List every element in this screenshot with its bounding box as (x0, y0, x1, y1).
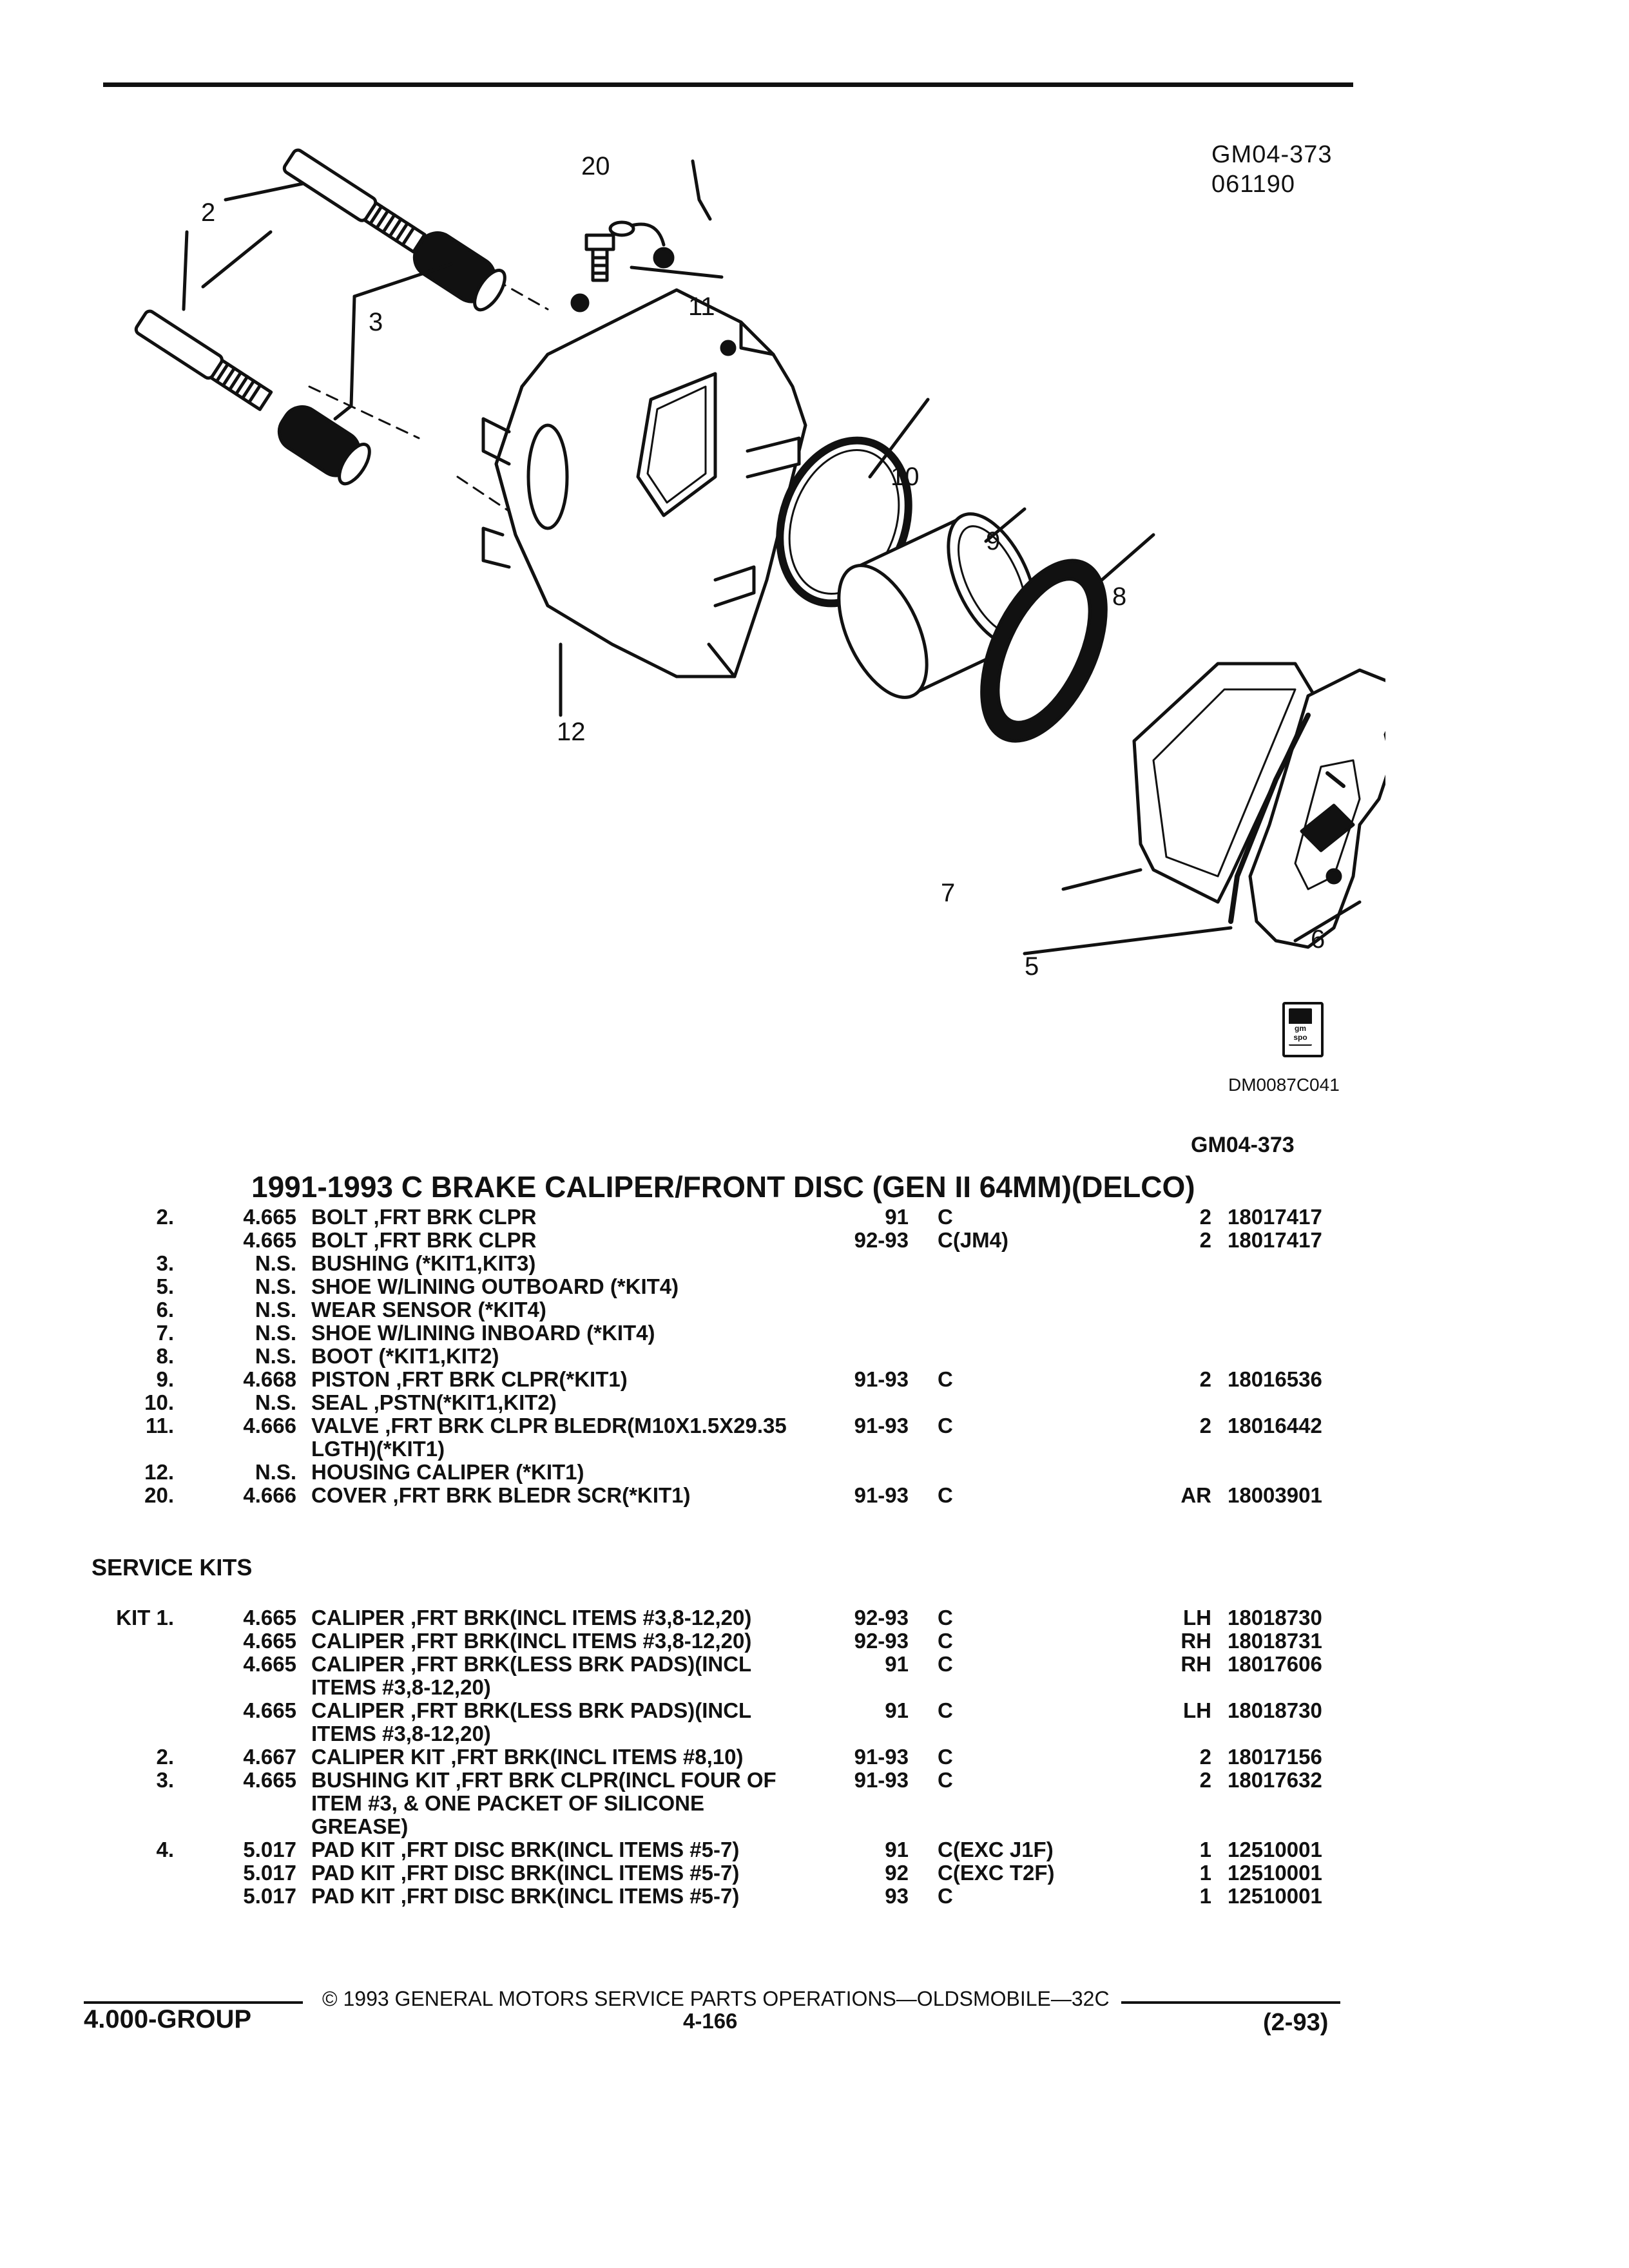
bleeder-cover (610, 222, 673, 267)
description: BUSHING KIT ,FRT BRK CLPR(INCL FOUR OF (311, 1768, 776, 1792)
part-number: 18017417 (1228, 1228, 1322, 1252)
description: WEAR SENSOR (*KIT4) (311, 1298, 546, 1321)
model-code: C (938, 1745, 953, 1769)
group-number: 5.017 (243, 1838, 296, 1861)
item-number: 10. (144, 1390, 174, 1414)
parts-row (0, 1390, 1629, 1414)
item-number: 7. (156, 1321, 174, 1345)
ref-code: GM04-373 (1211, 141, 1333, 168)
callout-8: 8 (1112, 582, 1127, 611)
description: CALIPER KIT ,FRT BRK(INCL ITEMS #8,10) (311, 1745, 744, 1769)
quantity: 2 (1199, 1367, 1211, 1391)
group-number: N.S. (255, 1390, 296, 1414)
kits-row (0, 1768, 1629, 1838)
item-number: 3. (156, 1251, 174, 1275)
group-number: 4.665 (243, 1768, 296, 1792)
model-code: C(EXC J1F) (938, 1838, 1054, 1861)
model-year: 91-93 (854, 1414, 909, 1437)
description: BOLT ,FRT BRK CLPR (311, 1228, 537, 1252)
bolt-upper (282, 148, 426, 254)
parts-row (0, 1251, 1629, 1274)
callout-20: 20 (581, 152, 610, 180)
item-number: 5. (156, 1274, 174, 1298)
model-year: 91 (885, 1838, 909, 1861)
quantity: 2 (1199, 1768, 1211, 1792)
description: CALIPER ,FRT BRK(INCL ITEMS #3,8-12,20) (311, 1606, 752, 1629)
description: BOOT (*KIT1,KIT2) (311, 1344, 499, 1368)
item-number: KIT 1. (116, 1606, 174, 1629)
exploded-caliper-diagram (97, 116, 1385, 1050)
part-number: 18017156 (1228, 1745, 1322, 1769)
callout-10: 10 (891, 463, 920, 491)
part-number: 18016442 (1228, 1414, 1322, 1437)
description: LGTH)(*KIT1) (311, 1437, 445, 1461)
description: COVER ,FRT BRK BLEDR SCR(*KIT1) (311, 1483, 691, 1507)
parts-row (0, 1298, 1629, 1321)
description: HOUSING CALIPER (*KIT1) (311, 1460, 584, 1484)
bushing-upper (407, 226, 511, 314)
group-number: N.S. (255, 1251, 296, 1275)
description: PAD KIT ,FRT DISC BRK(INCL ITEMS #5-7) (311, 1884, 740, 1908)
copyright: © 1993 GENERAL MOTORS SERVICE PARTS OPERATIONS—OLDSMOBILE—32C (322, 1987, 1110, 2010)
service-kits-heading: SERVICE KITS (92, 1554, 253, 1581)
group-number: 4.666 (243, 1483, 296, 1507)
model-code: C (938, 1698, 953, 1722)
parts-row (0, 1321, 1629, 1344)
group-number: 5.017 (243, 1861, 296, 1885)
part-number: 18017417 (1228, 1205, 1322, 1229)
kits-row (0, 1698, 1629, 1745)
parts-row (0, 1414, 1629, 1460)
model-year: 91 (885, 1698, 909, 1722)
revision: (2-93) (1263, 2009, 1329, 2036)
description: ITEMS #3,8-12,20) (311, 1675, 491, 1699)
callout-9: 9 (986, 527, 1001, 555)
quantity: 1 (1199, 1884, 1211, 1908)
page-number: 4-166 (683, 2009, 738, 2033)
model-code: C (938, 1483, 953, 1507)
item-number: 6. (156, 1298, 174, 1321)
description: GREASE) (311, 1814, 409, 1838)
model-year: 91-93 (854, 1483, 909, 1507)
description: PAD KIT ,FRT DISC BRK(INCL ITEMS #5-7) (311, 1838, 740, 1861)
caliper-housing (483, 290, 805, 677)
description: ITEMS #3,8-12,20) (311, 1722, 491, 1745)
kits-row (0, 1884, 1629, 1907)
model-code: C(EXC T2F) (938, 1861, 1055, 1885)
item-number: 20. (144, 1483, 174, 1507)
quantity: 2 (1199, 1228, 1211, 1252)
model-year: 92 (885, 1861, 909, 1885)
parts-row (0, 1344, 1629, 1367)
bushing-lower (272, 399, 376, 488)
kits-row (0, 1629, 1629, 1652)
group-number: N.S. (255, 1274, 296, 1298)
part-number: 18016536 (1228, 1367, 1322, 1391)
model-year: 91-93 (854, 1768, 909, 1792)
group-label: 4.000-GROUP (84, 2005, 252, 2033)
parts-row (0, 1228, 1629, 1251)
bleeder-valve (586, 235, 613, 280)
model-year: 91-93 (854, 1367, 909, 1391)
group-number: N.S. (255, 1321, 296, 1345)
item-number: 2. (156, 1745, 174, 1769)
description: CALIPER ,FRT BRK(LESS BRK PADS)(INCL (311, 1698, 752, 1722)
callout-12: 12 (557, 718, 586, 746)
group-number: 4.665 (243, 1228, 296, 1252)
description: PISTON ,FRT BRK CLPR(*KIT1) (311, 1367, 628, 1391)
description: CALIPER ,FRT BRK(LESS BRK PADS)(INCL (311, 1652, 752, 1676)
parts-row (0, 1460, 1629, 1483)
footer-rule-right (1121, 2001, 1340, 2004)
model-year: 93 (885, 1884, 909, 1908)
part-number: 12510001 (1228, 1861, 1322, 1885)
group-number: 5.017 (243, 1884, 296, 1908)
parts-row (0, 1274, 1629, 1298)
parts-row (0, 1205, 1629, 1228)
item-number: 3. (156, 1768, 174, 1792)
model-code: C (938, 1768, 953, 1792)
kits-row (0, 1652, 1629, 1698)
description: SHOE W/LINING OUTBOARD (*KIT4) (311, 1274, 679, 1298)
model-code: C (938, 1606, 953, 1629)
description: VALVE ,FRT BRK CLPR BLEDR(M10X1.5X29.35 (311, 1414, 787, 1437)
model-year: 92-93 (854, 1629, 909, 1653)
callout-7: 7 (941, 879, 956, 907)
item-number: 11. (145, 1414, 174, 1437)
group-number: 4.665 (243, 1698, 296, 1722)
kits-row (0, 1745, 1629, 1768)
description: ITEM #3, & ONE PACKET OF SILICONE (311, 1791, 704, 1815)
description: BOLT ,FRT BRK CLPR (311, 1205, 537, 1229)
model-year: 92-93 (854, 1228, 909, 1252)
gm-spo-logo-text: gm spo (1289, 1024, 1312, 1044)
description: PAD KIT ,FRT DISC BRK(INCL ITEMS #5-7) (311, 1861, 740, 1885)
quantity: AR (1181, 1483, 1211, 1507)
model-year: 91-93 (854, 1745, 909, 1769)
model-year: 92-93 (854, 1606, 909, 1629)
kits-row (0, 1606, 1629, 1629)
ref-date: 061190 (1211, 171, 1295, 198)
group-number: N.S. (255, 1460, 296, 1484)
group-number: 4.667 (243, 1745, 296, 1769)
quantity: LH (1183, 1606, 1211, 1629)
item-number: 12. (144, 1460, 174, 1484)
model-code: C (938, 1629, 953, 1653)
group-number: N.S. (255, 1298, 296, 1321)
gm-spo-logo (1282, 1002, 1324, 1057)
group-number: 4.665 (243, 1205, 296, 1229)
part-number: 18018730 (1228, 1606, 1322, 1629)
callout-5: 5 (1025, 952, 1039, 981)
callout-3: 3 (369, 308, 383, 336)
model-year: 91 (885, 1205, 909, 1229)
item-number: 8. (156, 1344, 174, 1368)
footer-rule-left (84, 2001, 303, 2004)
description: CALIPER ,FRT BRK(INCL ITEMS #3,8-12,20) (311, 1629, 752, 1653)
part-number: 12510001 (1228, 1884, 1322, 1908)
item-number: 4. (156, 1838, 174, 1861)
model-code: C (938, 1414, 953, 1437)
quantity: RH (1181, 1652, 1211, 1676)
model-code: C (938, 1205, 953, 1229)
quantity: 1 (1199, 1838, 1211, 1861)
group-number: 4.666 (243, 1414, 296, 1437)
kits-row (0, 1861, 1629, 1884)
quantity: 2 (1199, 1205, 1211, 1229)
group-number: 4.665 (243, 1652, 296, 1676)
callout-11: 11 (688, 293, 715, 321)
model-code: C (938, 1884, 953, 1908)
description: BUSHING (*KIT1,KIT3) (311, 1251, 536, 1275)
top-rule (103, 82, 1353, 87)
description: SEAL ,PSTN(*KIT1,KIT2) (311, 1390, 557, 1414)
quantity: LH (1183, 1698, 1211, 1722)
part-number: 18017606 (1228, 1652, 1322, 1676)
part-number: 18003901 (1228, 1483, 1322, 1507)
group-number: 4.665 (243, 1606, 296, 1629)
quantity: 2 (1199, 1745, 1211, 1769)
part-number: 18018731 (1228, 1629, 1322, 1653)
callout-6: 6 (1311, 925, 1325, 954)
description: SHOE W/LINING INBOARD (*KIT4) (311, 1321, 655, 1345)
quantity: RH (1181, 1629, 1211, 1653)
kits-row (0, 1838, 1629, 1861)
section-code: GM04-373 (1191, 1133, 1295, 1157)
callout-2: 2 (201, 198, 216, 227)
part-number: 18018730 (1228, 1698, 1322, 1722)
model-code: C(JM4) (938, 1228, 1009, 1252)
item-number: 9. (156, 1367, 174, 1391)
item-number: 2. (156, 1205, 174, 1229)
quantity: 2 (1199, 1414, 1211, 1437)
illustration-code: DM0087C041 (1228, 1075, 1340, 1095)
page-title: 1991-1993 C BRAKE CALIPER/FRONT DISC (GEN II 64MM)(DELCO) (251, 1170, 1195, 1204)
part-number: 18017632 (1228, 1768, 1322, 1792)
model-code: C (938, 1652, 953, 1676)
group-number: 4.668 (243, 1367, 296, 1391)
parts-row (0, 1367, 1629, 1390)
model-code: C (938, 1367, 953, 1391)
bolt-lower (134, 309, 273, 412)
model-year: 91 (885, 1652, 909, 1676)
part-number: 12510001 (1228, 1838, 1322, 1861)
group-number: N.S. (255, 1344, 296, 1368)
quantity: 1 (1199, 1861, 1211, 1885)
parts-row (0, 1483, 1629, 1506)
group-number: 4.665 (243, 1629, 296, 1653)
